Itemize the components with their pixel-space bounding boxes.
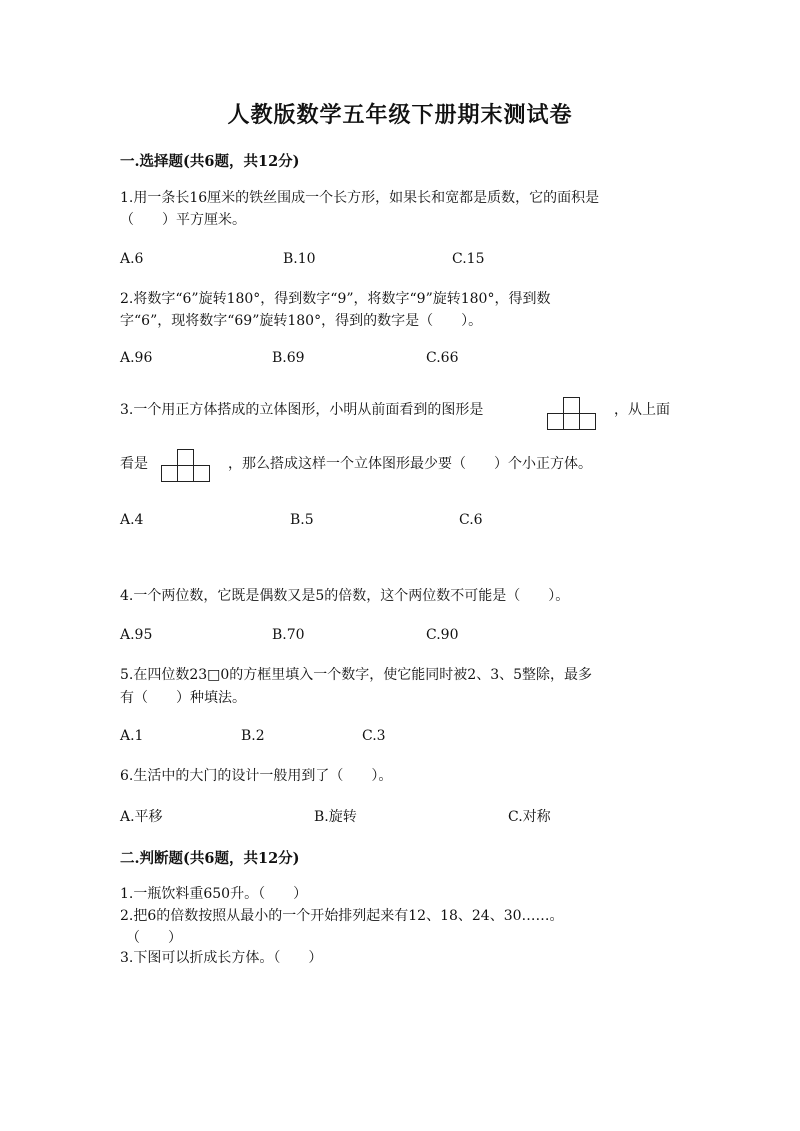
front-view-cube (579, 413, 596, 430)
question-5-text-cont: 有（ ）种填法。 (120, 690, 246, 706)
question-4-option-b: B.70 (272, 627, 305, 643)
top-view-cube (177, 465, 194, 482)
section-heading-choice: 一.选择题(共6题，共12分) (120, 153, 300, 170)
judgement-item-3: 3.下图可以折成长方体。（ ） (120, 950, 323, 966)
question-4-option-a: A.95 (120, 627, 153, 643)
top-view-figure (161, 449, 221, 485)
question-2-option-c: C.66 (426, 350, 459, 366)
question-1-option-c: C.15 (452, 251, 485, 267)
question-6-option-c: C.对称 (508, 809, 551, 825)
question-3-text-line2: 看是 (120, 456, 148, 472)
question-2-option-a: A.96 (120, 350, 153, 366)
judgement-item-1: 1.一瓶饮料重650升。（ ） (120, 886, 308, 902)
question-1-option-b: B.10 (283, 251, 316, 267)
judgement-item-2-blank: （ ） (126, 930, 182, 946)
question-5-option-b: B.2 (241, 728, 265, 744)
question-3-text: 3.一个用正方体搭成的立体图形，小明从前面看到的图形是 (120, 402, 484, 418)
question-6-text: 6.生活中的大门的设计一般用到了（ ）。 (120, 768, 393, 784)
question-4-option-c: C.90 (426, 627, 459, 643)
top-view-cube (177, 449, 194, 466)
page-title: 人教版数学五年级下册期末测试卷 (227, 102, 573, 128)
question-3-text-line2-tail: ，那么搭成这样一个立体图形最少要（ ）个小正方体。 (228, 456, 592, 472)
question-2-text-cont: 字“6”，现将数字“69”旋转180°，得到的数字是（ ）。 (120, 313, 483, 329)
question-3-option-a: A.4 (120, 512, 144, 528)
question-3-text-tail: ，从上面 (614, 402, 670, 418)
question-1-text: 1.用一条长16厘米的铁丝围成一个长方形，如果长和宽都是质数，它的面积是 (120, 190, 600, 206)
question-1-option-a: A.6 (120, 251, 144, 267)
question-2-option-b: B.69 (272, 350, 305, 366)
question-2-text: 2.将数字“6”旋转180°，得到数字“9”，将数字“9”旋转180°，得到数 (120, 291, 551, 307)
question-5-text: 5.在四位数23□0的方框里填入一个数字，使它能同时被2、3、5整除，最多 (120, 667, 593, 683)
question-3-option-c: C.6 (459, 512, 483, 528)
front-view-cube (563, 413, 580, 430)
front-view-figure (547, 397, 607, 433)
judgement-item-2: 2.把6的倍数按照从最小的一个开始排列起来有12、18、24、30……。 (120, 908, 564, 924)
question-6-option-a: A.平移 (120, 809, 163, 825)
front-view-cube (547, 413, 564, 430)
top-view-cube (193, 465, 210, 482)
front-view-cube (563, 397, 580, 414)
question-3-option-b: B.5 (290, 512, 314, 528)
question-4-text: 4.一个两位数，它既是偶数又是5的倍数，这个两位数不可能是（ ）。 (120, 588, 570, 604)
question-1-text-cont: （ ）平方厘米。 (120, 212, 246, 228)
question-5-option-c: C.3 (362, 728, 386, 744)
question-5-option-a: A.1 (120, 728, 144, 744)
top-view-cube (161, 465, 178, 482)
section-heading-judgement: 二.判断题(共6题，共12分) (120, 850, 300, 867)
question-6-option-b: B.旋转 (314, 809, 357, 825)
